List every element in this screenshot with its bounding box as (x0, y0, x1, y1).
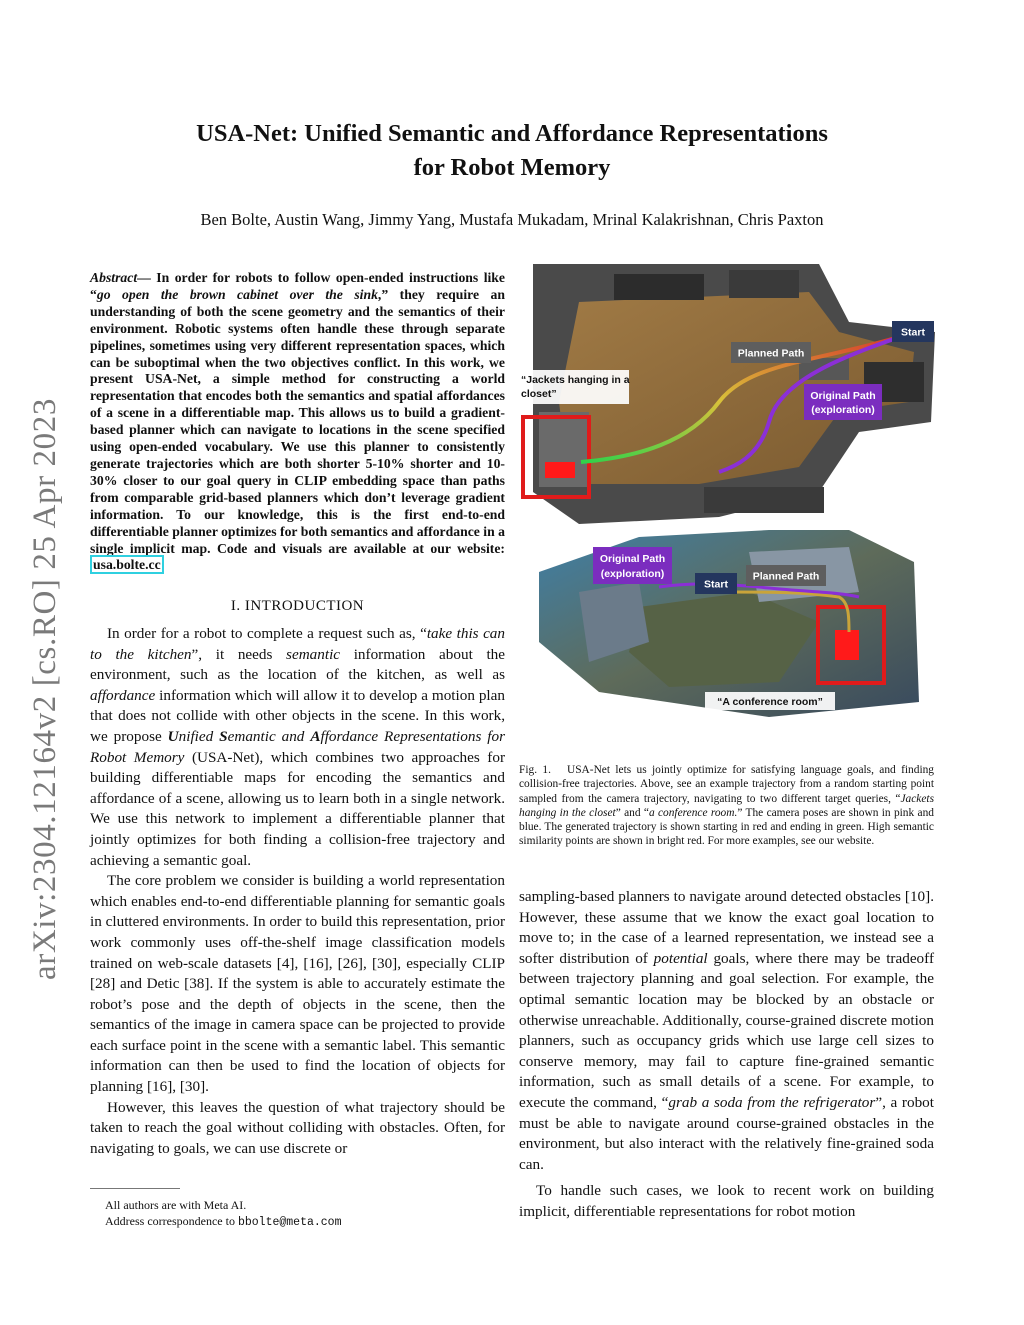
bottom-goal-points (835, 630, 859, 660)
abstract-dash: — (137, 270, 151, 285)
top-original-tag (804, 384, 882, 420)
introduction-body (90, 624, 505, 1159)
title-line-2: for Robot Memory (413, 154, 611, 181)
footnote-rule (90, 1188, 180, 1189)
top-query-line-2: closet” (521, 388, 557, 400)
abstract-label: Abstract (90, 270, 138, 285)
right-paragraph-1: sampling-based planners to navigate around detected obstacles [10]. However, these assume that we know the exact goal location to move to; in the case of a learned representation, we instead see a softer distribution of potential goals, where there may be tradeoff between trajectory planning and goal selection. For example, the optimal semantic location may be blocked by an obstacle or otherwise unreachable. Additionally, course-grained discrete motion planners, such as occupancy grids which use large cell sizes to conserve memory, may fail to capture fine-grained semantic information, such as small details of a scene. For example, to execute the command, “grab a soda from the refrigerator”, a robot must be able to navigate around course-grained obstacles in the environment, but also interact with the relatively fine-grained soda can. (519, 888, 934, 1173)
bottom-planned-tag (746, 565, 826, 586)
top-planned-tag (731, 342, 811, 363)
bottom-original-label-2: (exploration) (600, 568, 665, 580)
title-line-1: USA-Net: Unified Semantic and Affordance Representations (196, 120, 828, 147)
right-column-body (519, 887, 934, 1223)
website-link[interactable]: usa.bolte.cc (90, 555, 164, 574)
author-list: Ben Bolte, Austin Wang, Jimmy Yang, Mustafa Mukadam, Mrinal Kalakrishnan, Chris Paxton (200, 210, 824, 229)
bottom-query-text: “A conference room” (717, 696, 823, 708)
figure-top-panel (519, 264, 935, 524)
bottom-start-label: Start (704, 578, 728, 591)
footnote-affiliation: All authors are with Meta AI. (105, 1198, 247, 1212)
top-original-label-1: Original Path (810, 390, 876, 402)
top-map-furniture (614, 274, 704, 300)
contact-email[interactable]: bbolte@meta.com (237, 1215, 342, 1229)
bottom-start-tag (695, 573, 737, 594)
footnote-correspondence: Address correspondence to bbolte@meta.com (105, 1213, 342, 1229)
paper-title (100, 117, 924, 185)
top-original-label-2: (exploration) (811, 404, 875, 416)
top-goal-points (545, 462, 575, 478)
abstract-quote: go open the brown cabinet over the sink (96, 286, 378, 302)
top-query-label (519, 370, 630, 404)
abstract (90, 270, 505, 574)
caption-label: Fig. 1. (519, 764, 551, 776)
right-paragraph-2: To handle such cases, we look to recent work on building implicit, differentiable representations for robot motion (519, 1182, 934, 1220)
footnotes (105, 1198, 505, 1230)
intro-paragraph-2: The core problem we consider is building a world representation which enables end-to-end differentiable planning for semantic goals in cluttered environments. In order to build this representation, prior work commonly uses off-the-shelf image classification models trained on web-scale datasets [4], [16], [26], [30], especially CLIP [28] and Detic [38]. If the system is able to accurately estimate the robot’s pose and the depth of objects in the scene, then the semantics of the image in camera space can be projected to provide each surface point in the scene with a semantic label. This semantic information can then be used to find the location of objects for planning [16], [30]. (90, 872, 505, 1096)
intro-paragraph-1: In order for a robot to complete a request such as, “take this can to the kitchen”, it needs semantic information about the environment, such as the location of the kitchen, as well as affordance information which will allow it to develop a motion plan that does not collide with other objects in the scene. In this work, we propose Unified Semantic and Affordance Representations for Robot Memory (USA-Net), which combines two approaches for building differentiable maps for encoding the semantics and affordance of a scene, allowing us to learn both in a single network. We use this network to implement a differentiable planner that jointly optimizes for both finding a collision-free trajectory and achieving a semantic goal. (90, 625, 506, 869)
bottom-planned-label: Planned Path (752, 570, 820, 583)
bottom-query-label (705, 692, 835, 710)
intro-paragraph-3: However, this leaves the question of what trajectory should be taken to reach the goal without colliding with obstacles. Often, for navigating to goals, we can use discrete or (90, 1098, 505, 1157)
section-heading-introduction: I. INTRODUCTION (230, 598, 365, 614)
figure-bottom-panel (539, 530, 919, 717)
top-start-tag (892, 321, 934, 342)
top-query-line-1: “Jackets hanging in a (521, 374, 630, 386)
abstract-text-a: In order for robots to follow open-ended instructions like “ (90, 270, 505, 302)
bottom-original-tag (593, 547, 672, 584)
figure-1-caption: Fig. 1. USA-Net lets us jointly optimize for satisfying language goals, and finding collision-free trajectories. Above, see an example trajectory from a random starting point sampled from the camera trajectory, navigating to two different target queries, “Jackets hanging in the closet” and “a conference room.” The camera poses are shown in pink and blue. The generated trajectory is shown starting in red and ending in green. High semantic similarity points are shown in bright red. For more examples, see our website. (519, 764, 935, 848)
bottom-original-label-1: Original Path (599, 553, 666, 565)
top-start-label: Start (901, 326, 925, 339)
arxiv-identifier: arXiv:2304.12164v2 [cs.RO] 25 Apr 2023 (27, 398, 63, 980)
top-planned-label: Planned Path (737, 347, 805, 360)
figure-1 (519, 262, 935, 722)
abstract-text-b: ,” they require an understanding of both the scene geometry and the semantics of their environment. Robotic systems often handle these through separate pipelines, sometimes using very different representation spaces, which can be suboptimal when the two objectives conflict. In this work, we present USA-Net, a simple method for constructing a world representation that encodes both the semantics and spatial affordances of a scene in a differentiable map. This allows us to build a gradient-based planner which can navigate to locations in the scene specified using open-ended vocabulary. We use this planner to consistently generate trajectories which are both shorter 5-10% shorter and 10-30% closer to our goal query in CLIP embedding space than paths from comparable grid-based planners which don’t leverage gradient information. To our knowledge, this is the first end-to-end differentiable planner optimizes for both semantics and affordance in a single implicit map. Code and visuals are available at our website: (90, 286, 505, 556)
